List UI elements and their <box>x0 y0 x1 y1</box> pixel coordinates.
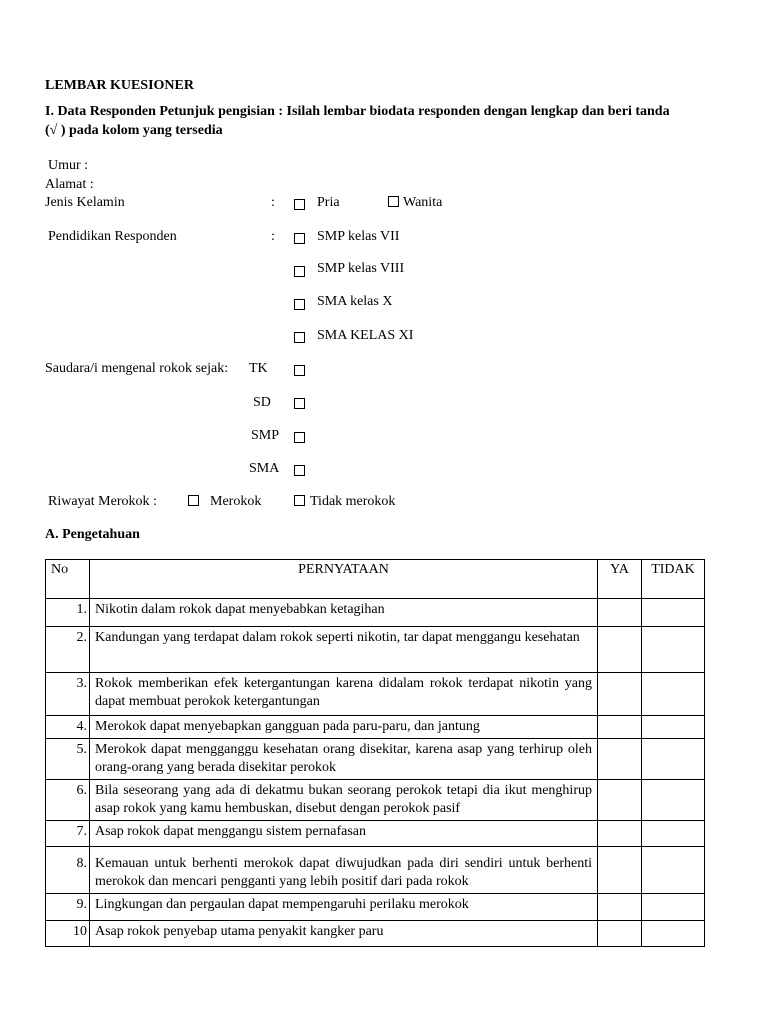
sma-x-checkbox[interactable] <box>294 299 305 310</box>
table-row <box>46 627 705 673</box>
tidak-merokok-label: Tidak merokok <box>310 494 396 509</box>
section-a-title: A. Pengetahuan <box>45 527 140 542</box>
header-no: No <box>46 560 90 599</box>
ya-cell[interactable] <box>598 894 642 921</box>
row-statement: Kandungan yang terdapat dalam rokok seperti nikotin, tar dapat menggangu kesehatan <box>90 627 598 673</box>
tidak-cell[interactable] <box>642 739 705 780</box>
smp-checkbox[interactable] <box>294 432 305 443</box>
tk-checkbox[interactable] <box>294 365 305 376</box>
smp-viii-label: SMP kelas VIII <box>317 261 405 276</box>
table-row <box>46 599 705 627</box>
sma-label: SMA <box>249 461 280 476</box>
ya-cell[interactable] <box>598 821 642 847</box>
sd-checkbox[interactable] <box>294 398 305 409</box>
row-number: 9. <box>46 894 90 921</box>
sma-xi-checkbox[interactable] <box>294 332 305 343</box>
table-row <box>46 739 705 780</box>
table-row <box>46 921 705 947</box>
row-statement: Kemauan untuk berhenti merokok dapat diwujudkan pada diri sendiri untuk berhenti merokok dan mencari pengganti yang lebih positif dari pada rokok <box>90 847 598 894</box>
row-statement: Rokok memberikan efek ketergantungan karena didalam rokok terdapat nikotin yang dapat membuat perokok ketergantungan <box>90 673 598 716</box>
mengenal-rokok-label: Saudara/i mengenal rokok sejak: <box>45 361 229 376</box>
table-row <box>46 821 705 847</box>
row-statement: Merokok dapat mengganggu kesehatan orang disekitar, karena asap yang terhirup oleh orang-orang yang berada disekitar perokok <box>90 739 598 780</box>
umur-label: Umur : <box>48 158 89 173</box>
header-statement: PERNYATAAN <box>90 560 598 599</box>
tidak-cell[interactable] <box>642 821 705 847</box>
row-number: 10 <box>46 921 90 947</box>
header-tidak: TIDAK <box>642 560 705 599</box>
pria-label: Pria <box>317 195 340 210</box>
table-row <box>46 673 705 716</box>
smp-vii-checkbox[interactable] <box>294 233 305 244</box>
ya-cell[interactable] <box>598 847 642 894</box>
merokok-checkbox[interactable] <box>188 495 199 506</box>
header-ya: YA <box>598 560 642 599</box>
sma-checkbox[interactable] <box>294 465 305 476</box>
tidak-cell[interactable] <box>642 716 705 739</box>
pria-checkbox[interactable] <box>294 199 305 210</box>
ya-cell[interactable] <box>598 627 642 673</box>
page-title: LEMBAR KUESIONER <box>45 78 194 93</box>
tidak-cell[interactable] <box>642 847 705 894</box>
ya-cell[interactable] <box>598 716 642 739</box>
tidak-cell[interactable] <box>642 599 705 627</box>
jenis-kelamin-colon: : <box>271 195 275 210</box>
pendidikan-colon: : <box>271 229 275 244</box>
tidak-cell[interactable] <box>642 780 705 821</box>
row-statement: Asap rokok dapat menggangu sistem pernafasan <box>90 821 598 847</box>
pendidikan-label: Pendidikan Responden <box>48 229 177 244</box>
table-row <box>46 716 705 739</box>
row-statement: Asap rokok penyebap utama penyakit kangker paru <box>90 921 598 947</box>
tidak-cell[interactable] <box>642 921 705 947</box>
riwayat-merokok-label: Riwayat Merokok : <box>48 494 157 509</box>
row-number: 7. <box>46 821 90 847</box>
row-number: 4. <box>46 716 90 739</box>
ya-cell[interactable] <box>598 673 642 716</box>
knowledge-table <box>45 559 705 947</box>
smp-viii-checkbox[interactable] <box>294 266 305 277</box>
row-number: 2. <box>46 627 90 673</box>
tk-label: TK <box>249 361 268 376</box>
ya-cell[interactable] <box>598 780 642 821</box>
row-number: 8. <box>46 847 90 894</box>
row-statement: Lingkungan dan pergaulan dapat mempengaruhi perilaku merokok <box>90 894 598 921</box>
instructions-line-1: I. Data Responden Petunjuk pengisian : Isilah lembar biodata responden dengan lengkap dan beri tanda <box>45 104 670 119</box>
row-statement: Nikotin dalam rokok dapat menyebabkan ketagihan <box>90 599 598 627</box>
ya-cell[interactable] <box>598 739 642 780</box>
sd-label: SD <box>253 395 271 410</box>
tidak-cell[interactable] <box>642 627 705 673</box>
alamat-label: Alamat : <box>45 177 94 192</box>
ya-cell[interactable] <box>598 921 642 947</box>
ya-cell[interactable] <box>598 599 642 627</box>
sma-x-label: SMA kelas X <box>317 294 393 309</box>
table-row <box>46 780 705 821</box>
merokok-label: Merokok <box>210 494 262 509</box>
row-number: 5. <box>46 739 90 780</box>
row-statement: Bila seseorang yang ada di dekatmu bukan seorang perokok tetapi dia ikut menghirup asap rokok yang kamu hembuskan, disebut dengan perokok pasif <box>90 780 598 821</box>
sma-xi-label: SMA KELAS XI <box>317 328 414 343</box>
row-statement: Merokok dapat menyebapkan gangguan pada paru-paru, dan jantung <box>90 716 598 739</box>
tidak-merokok-checkbox[interactable] <box>294 495 305 506</box>
tidak-cell[interactable] <box>642 673 705 716</box>
table-row <box>46 847 705 894</box>
tidak-cell[interactable] <box>642 894 705 921</box>
wanita-label: Wanita <box>403 195 443 210</box>
smp-vii-label: SMP kelas VII <box>317 229 400 244</box>
jenis-kelamin-label: Jenis Kelamin <box>45 195 125 210</box>
table-row <box>46 894 705 921</box>
smp-label: SMP <box>251 428 280 443</box>
wanita-checkbox[interactable] <box>388 196 399 207</box>
row-number: 6. <box>46 780 90 821</box>
row-number: 3. <box>46 673 90 716</box>
row-number: 1. <box>46 599 90 627</box>
instructions-line-2: (√ ) pada kolom yang tersedia <box>45 123 223 138</box>
